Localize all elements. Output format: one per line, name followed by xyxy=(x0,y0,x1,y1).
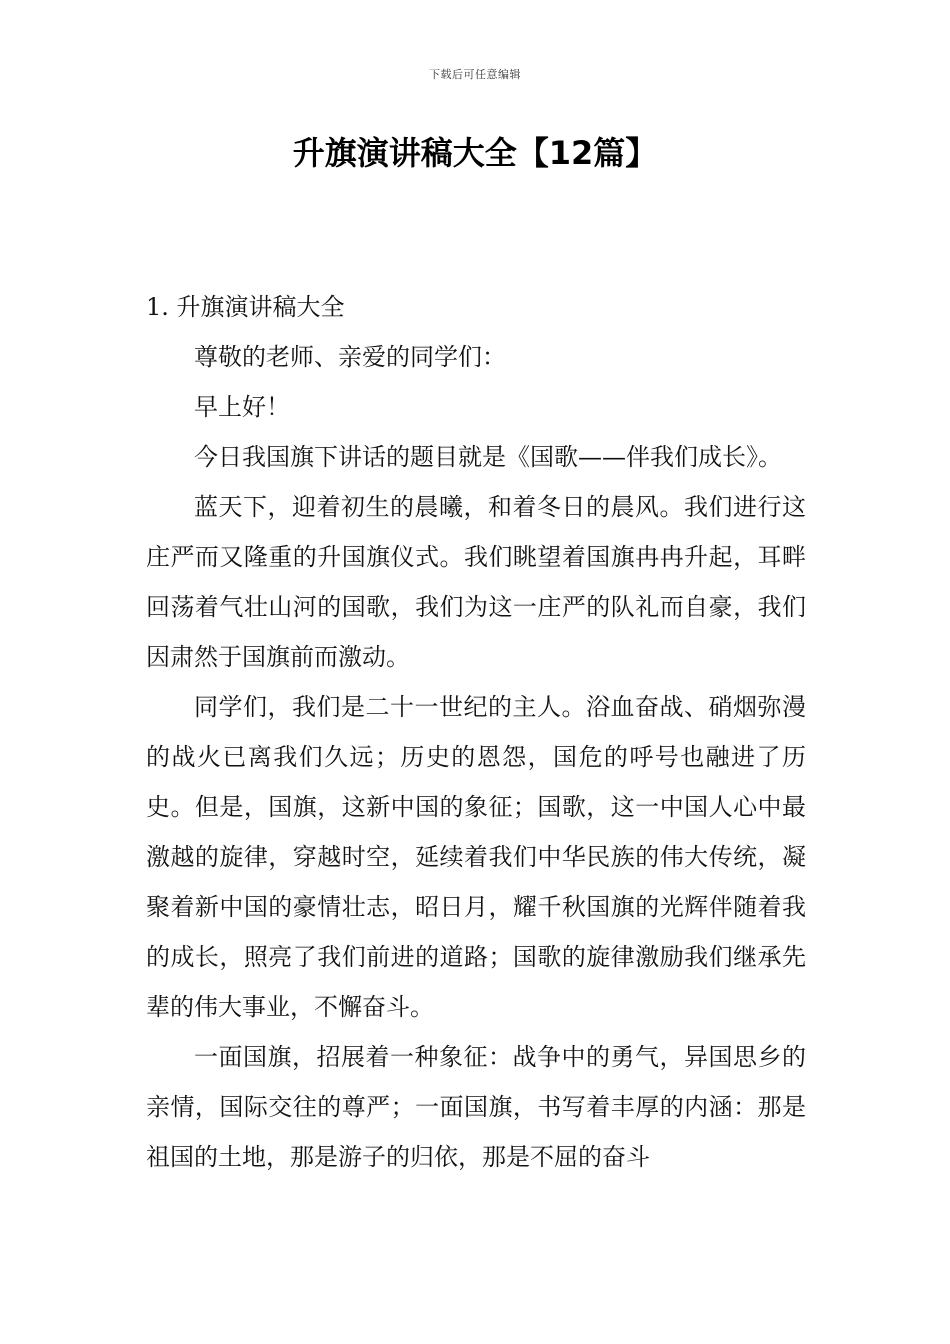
paragraph-salutation: 尊敬的老师、亲爱的同学们： xyxy=(194,343,506,371)
paragraph-ceremony: 蓝天下，迎着初生的晨曦，和着冬日的晨风。我们进行这庄严而又隆重的升国旗仪式。我们眺望着国旗冉冉升起，耳畔回荡着气壮山河的国歌，我们为这一庄严的队礼而自豪，我们因肃然于国旗前而激动。 xyxy=(146,493,806,671)
document-title: 升旗演讲稿大全【12篇】 xyxy=(292,134,658,172)
paragraph-greeting: 早上好！ xyxy=(194,393,290,421)
paragraph-history: 同学们，我们是二十一世纪的主人。浴血奋战、硝烟弥漫的战火已离我们久远；历史的恩怨，国危的呼号也融进了历史。但是，国旗，这新中国的象征；国歌，这一中国人心中最 激越的旋律，穿越时空，延续着我们中华民族的伟大传统，凝聚着新中国的豪情壮志，昭日月，耀千秋国旗的光辉伴随着我的成长，照亮了我们前进的道路；国歌的旋律激励我们继承先辈的伟大事业，不懈奋斗。 xyxy=(146,693,806,1021)
header-note: 下载后可任意编辑 xyxy=(429,68,521,81)
section-heading: 1. 升旗演讲稿大全 xyxy=(146,293,345,321)
paragraph-symbol: 一面国旗，招展着一种象征：战争中的勇气，异国思乡的亲情，国际交往的尊严；一面国旗，书写着丰厚的内涵：那是祖国的土地，那是游子的归依，那是不屈的奋斗 xyxy=(146,1043,806,1171)
document-body xyxy=(146,282,806,1182)
paragraph-topic: 今日我国旗下讲话的题目就是《国歌——伴我们成长》。 xyxy=(194,443,782,471)
